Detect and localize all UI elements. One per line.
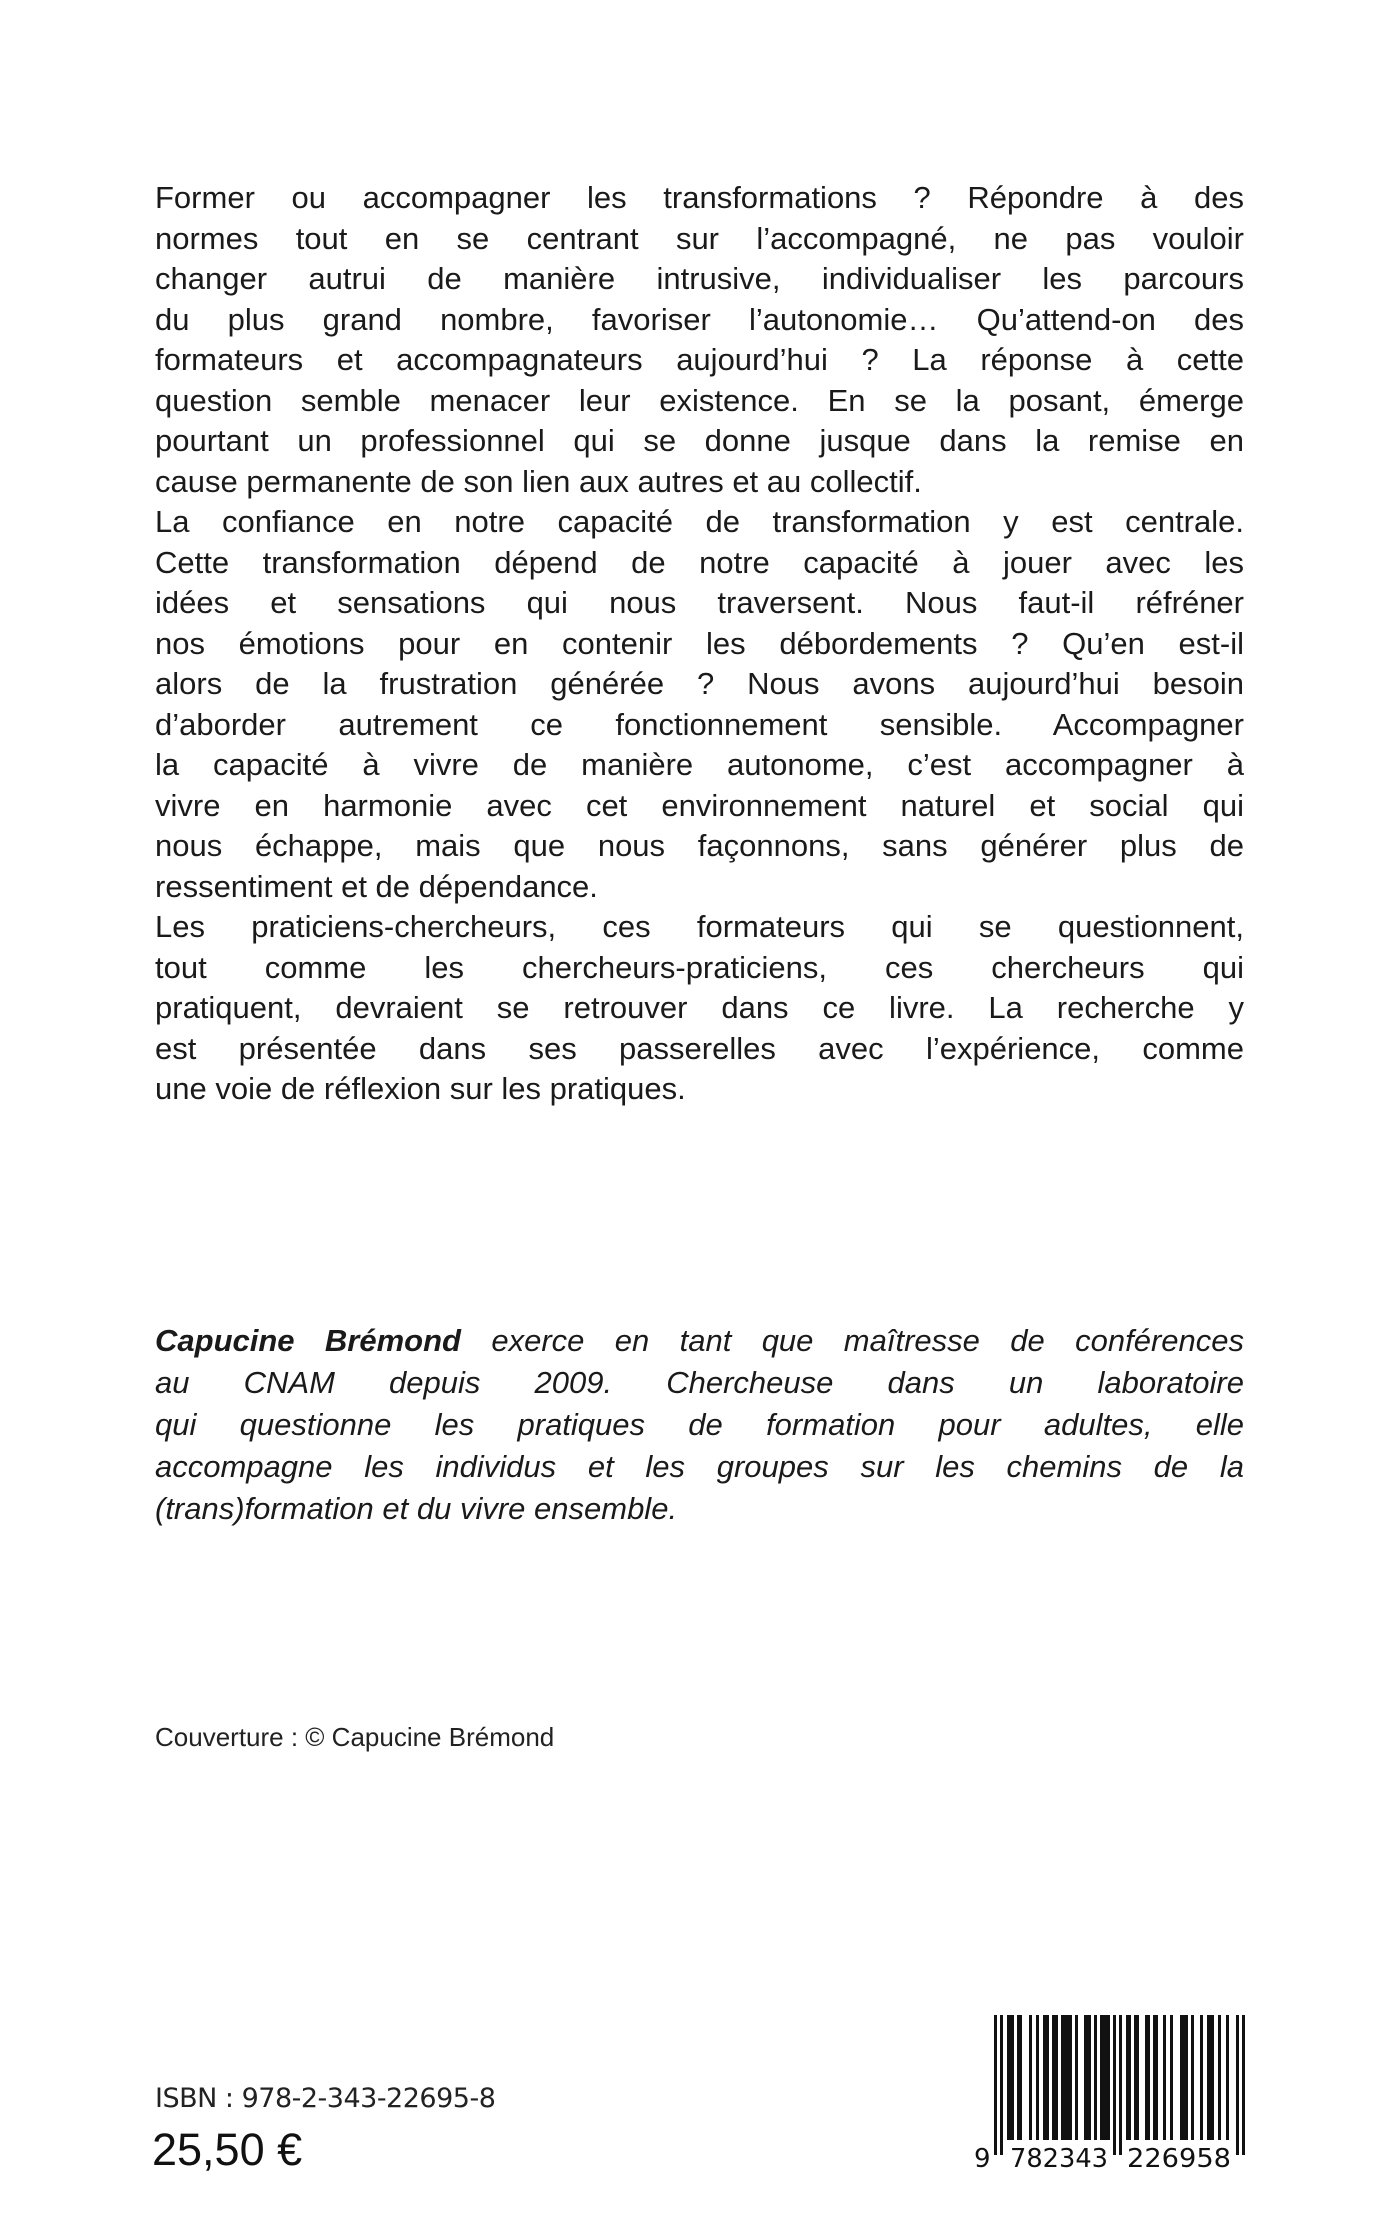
bio-line: accompagne les individus et les groupes sur les chemins de la xyxy=(155,1449,1244,1484)
blurb-line: vivre en harmonie avec cet environnement naturel et social qui xyxy=(155,787,1244,823)
cover-credit: Couverture : © Capucine Brémond xyxy=(155,1722,555,1752)
barcode-digits-right: 226958 xyxy=(1127,2144,1231,2173)
blurb-line: une voie de réflexion sur les pratiques. xyxy=(155,1071,686,1106)
ean13-barcode xyxy=(972,2013,1248,2173)
blurb-line: La confiance en notre capacité de transformation y est centrale. xyxy=(155,504,1244,539)
blurb-line: d’aborder autrement ce fonctionnement sensible. Accompagner xyxy=(155,706,1244,742)
blurb-line: tout comme les chercheurs-praticiens, ces chercheurs qui xyxy=(155,949,1244,985)
blurb-line: du plus grand nombre, favoriser l’autonomie… Qu’attend-on des xyxy=(155,301,1244,337)
isbn-label: ISBN : 978-2-343-22695-8 xyxy=(155,2083,496,2114)
blurb-line: nos émotions pour en contenir les débordements ? Qu’en est-il xyxy=(155,625,1244,661)
blurb-line: alors de la frustration générée ? Nous avons aujourd’hui besoin xyxy=(155,666,1244,701)
author-name: Capucine Brémond xyxy=(155,1323,461,1358)
blurb-line: pourtant un professionnel qui se donne jusque dans la remise en xyxy=(155,423,1244,458)
barcode-icon xyxy=(972,2013,1248,2173)
blurb-line: changer autrui de manière intrusive, individualiser les parcours xyxy=(155,261,1244,296)
blurb-line: pratiquent, devraient se retrouver dans ce livre. La recherche y xyxy=(155,990,1244,1025)
blurb-line: la capacité à vivre de manière autonome, c’est accompagner à xyxy=(155,747,1244,782)
blurb-line: cause permanente de son lien aux autres et au collectif. xyxy=(155,463,922,499)
blurb-line: nous échappe, mais que nous façonnons, sans générer plus de xyxy=(155,828,1244,863)
bio-line: qui questionne les pratiques de formation pour adultes, elle xyxy=(155,1407,1244,1442)
barcode-digit-lead: 9 xyxy=(974,2144,991,2173)
blurb-line: est présentée dans ses passerelles avec l’expérience, comme xyxy=(155,1030,1244,1066)
blurb-line: Les praticiens-chercheurs, ces formateurs qui se questionnent, xyxy=(155,909,1244,944)
blurb-line: ressentiment et de dépendance. xyxy=(155,868,598,904)
blurb-line: formateurs et accompagnateurs aujourd’hui ? La réponse à cette xyxy=(155,342,1244,377)
blurb-text xyxy=(155,178,1244,1110)
bio-line: Capucine Brémond exerce en tant que maîtresse de conférences xyxy=(155,1323,1244,1358)
barcode-digits-left: 782343 xyxy=(1010,2144,1108,2173)
blurb-line: idées et sensations qui nous traversent. Nous faut-il réfréner xyxy=(155,585,1244,620)
author-bio xyxy=(155,1320,1244,1530)
blurb-line: Former ou accompagner les transformations ? Répondre à des xyxy=(155,180,1244,215)
blurb-line: normes tout en se centrant sur l’accompagné, ne pas vouloir xyxy=(155,220,1244,256)
blurb-line: Cette transformation dépend de notre capacité à jouer avec les xyxy=(155,544,1244,580)
price-label: 25,50 € xyxy=(152,2124,303,2175)
blurb-line: question semble menacer leur existence. En se la posant, émerge xyxy=(155,382,1244,418)
bio-line: (trans)formation et du vivre ensemble. xyxy=(155,1491,678,1526)
bio-line: au CNAM depuis 2009. Chercheuse dans un laboratoire xyxy=(155,1365,1244,1400)
